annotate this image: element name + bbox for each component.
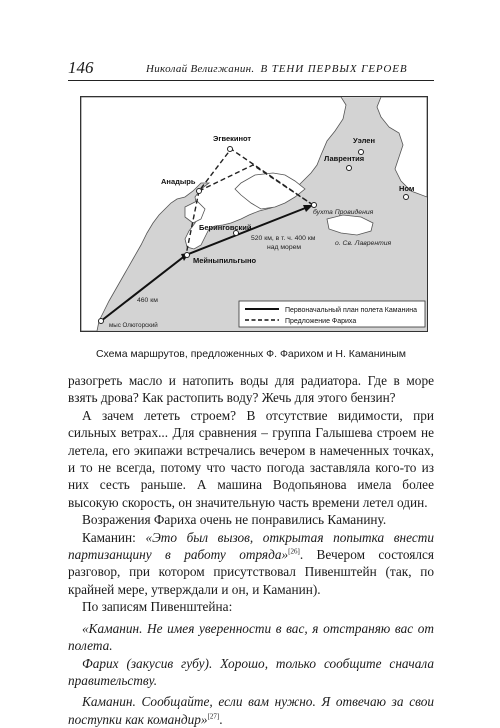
- body-text: [68, 372, 434, 728]
- alaska-landmass: [377, 97, 427, 197]
- paragraph: А зачем лететь строем? В отсутствие видимости, при сильных ветрах... Для сравнения – группа Галышева строем не летела, его экипажи встречались вечером в намеченных точках, и то не всегда, потому что часто погода заставляла кого-то из них сесть раньше. А машина Водопьянова имела более высокую скорость, он значительную часть времени летел один.: [68, 407, 434, 510]
- paragraph: Возражения Фариха очень не понравились Каманину.: [82, 512, 387, 528]
- page-number: 146: [68, 58, 94, 77]
- anadyr-label: Анадырь: [161, 177, 196, 186]
- lavrentiya-marker: [347, 166, 352, 171]
- figure-caption: Схема маршрутов, предложенных Ф. Фарихом и Н. Каманиным: [95, 348, 407, 360]
- running-header: [68, 58, 434, 81]
- legend-solid-label: Первоначальный план полета Каманина: [285, 307, 418, 314]
- anadyr-marker: [197, 189, 202, 194]
- distance-label: 460 км: [137, 297, 158, 304]
- st-lawrence-label: о. Св. Лаврентия: [335, 240, 392, 247]
- route-map: [80, 96, 428, 332]
- lavrentiya-label: Лаврентия: [324, 154, 365, 163]
- uelen-label: Уэлен: [353, 136, 375, 145]
- paragraph: [68, 529, 434, 599]
- saint-lawrence-island: [327, 215, 373, 235]
- quote: «Это был вызов, открытая попытка внести партизанщину в работу отряда»: [68, 529, 434, 563]
- chukotka-landmass: [81, 97, 346, 331]
- legend-dashed-label: Предложение Фариха: [285, 318, 357, 325]
- nom-label: Ном: [399, 184, 415, 193]
- distance-label: 520 км, в т. ч. 400 км: [251, 235, 316, 242]
- paragraph-rest: . Вечером состоялся разговор, при котором присутствовал Пивенштейн (так, по крайней мере, утверждали и он, и Каманин).: [68, 547, 434, 597]
- egvekinot-marker: [228, 147, 233, 152]
- olyutorsky-label: мыс Олюторский: [109, 322, 158, 329]
- paragraph: разогреть масло и натопить воды для радиатора. Где в море взять дрова? Как растопить воду? Жечь для этого бензин?: [68, 373, 434, 406]
- quote-paragraph: «Каманин. Не имея уверенности в вас, я отстраняю вас от полета.: [68, 620, 434, 654]
- footnote-ref[interactable]: [26]: [288, 547, 300, 556]
- meynypilgyno-label: Мейныпильгыно: [193, 256, 257, 265]
- paragraph: По записям Пивенштейна:: [82, 599, 233, 615]
- paragraph-end: .: [219, 711, 223, 727]
- nom-marker: [404, 195, 409, 200]
- bukhta-label: бухта Провидения: [313, 209, 374, 216]
- distance-label: над морем: [267, 244, 302, 251]
- quote: Каманин. Сообщайте, если вам нужно. Я отвечаю за свои поступки как командир»: [68, 694, 434, 727]
- running-title: [146, 63, 408, 75]
- author-name: Николай Велигжанин.: [146, 63, 255, 75]
- quote-paragraph: [68, 693, 434, 728]
- footnote-ref[interactable]: [27]: [207, 712, 220, 721]
- book-title: В ТЕНИ ПЕРВЫХ ГЕРОЕВ: [260, 63, 408, 75]
- beringovsky-label: Беринговский: [199, 223, 252, 232]
- meynypilgyno-marker: [185, 253, 190, 258]
- bukhta-marker: [312, 203, 317, 208]
- egvekinot-label: Эгвекинот: [213, 134, 252, 143]
- olyutorsky-marker: [99, 319, 104, 324]
- map-legend: [239, 301, 425, 327]
- speaker-name: Каманин:: [82, 529, 146, 545]
- quote-paragraph: Фарих (закусив губу). Хорошо, только сообщите сначала правительству.: [68, 655, 434, 688]
